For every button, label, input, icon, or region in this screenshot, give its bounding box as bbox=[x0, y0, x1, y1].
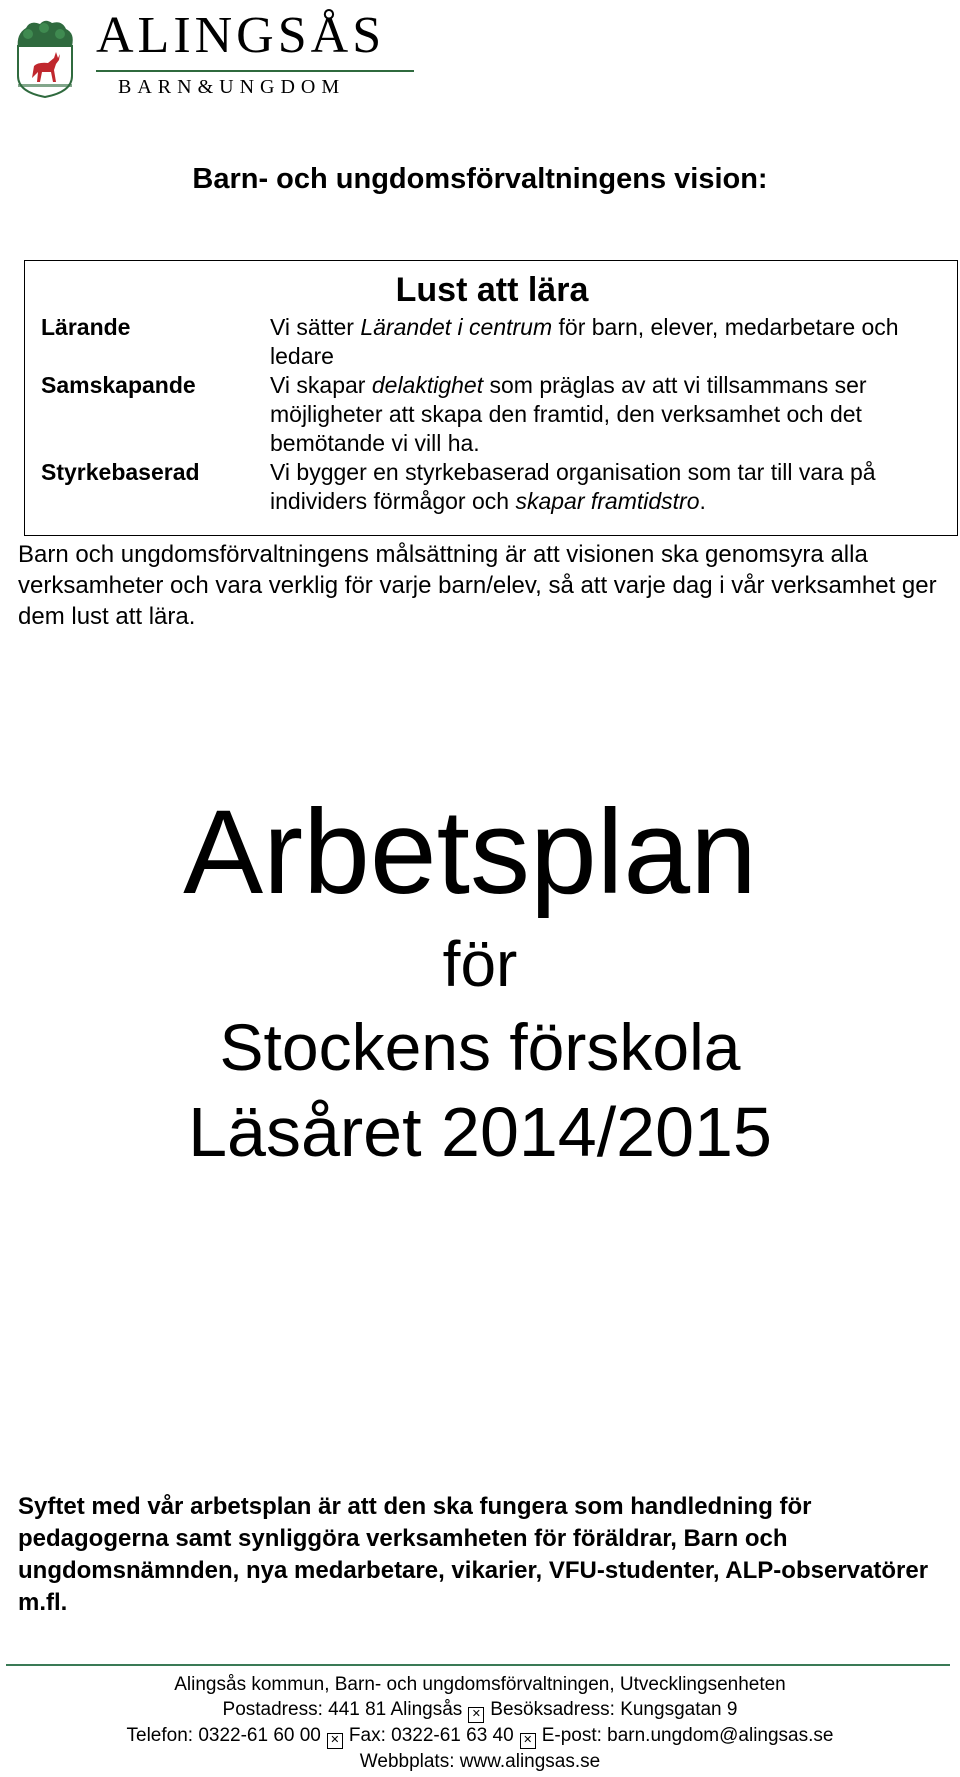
document-title: Arbetsplan bbox=[183, 785, 757, 919]
footer-fax: Fax: 0322-61 63 40 bbox=[348, 1725, 514, 1746]
vision-box-title: Lust att lära bbox=[395, 271, 589, 309]
footer-contact bbox=[0, 1723, 960, 1749]
footer-email[interactable]: E-post: barn.ungdom@alingsas.se bbox=[541, 1725, 834, 1746]
separator-icon: ✕ bbox=[468, 1707, 484, 1723]
footer-divider bbox=[6, 1664, 950, 1666]
logo-divider bbox=[96, 70, 414, 72]
goal-paragraph: Barn och ungdomsförvaltningens målsättning är att visionen ska genomsyra alla verksamheter och vara verklig för varje barn/elev, så att varje dag i vår verksamhet ger dem lust att lära. bbox=[18, 541, 937, 630]
vision-row-text: Vi skapar delaktighet som präglas av att vi tillsammans ser möjligheter att skapa den framtid, den verksamhet och det bemötande vi vill ha. bbox=[270, 372, 867, 456]
document-title-for: för bbox=[442, 928, 518, 1000]
purpose-paragraph: Syftet med vår arbetsplan är att den ska fungera som handledning för pedagogerna samt synliggöra verksamheten för föräldrar, Barn och ungdomsnämnden, nya medarbetare, vikarier, VFU-studenter, ALP-observatörer m.fl. bbox=[18, 1493, 929, 1616]
vision-row-label: Lärande bbox=[41, 314, 131, 340]
footer bbox=[0, 1672, 960, 1774]
footer-website[interactable]: Webbplats: www.alingsas.se bbox=[359, 1751, 601, 1772]
footer-visit-address: Besöksadress: Kungsgatan 9 bbox=[490, 1699, 738, 1720]
vision-box bbox=[24, 260, 958, 536]
vision-row-label: Styrkebaserad bbox=[41, 459, 200, 485]
alingsas-logo bbox=[14, 6, 414, 96]
vision-row-label: Samskapande bbox=[41, 372, 196, 398]
separator-icon: ✕ bbox=[327, 1733, 343, 1749]
footer-organization: Alingsås kommun, Barn- och ungdomsförvaltningen, Utvecklingsenheten bbox=[174, 1674, 786, 1695]
deer-and-oak-emblem-icon bbox=[14, 18, 76, 98]
school-year: Läsåret 2014/2015 bbox=[188, 1093, 772, 1171]
footer-addresses bbox=[0, 1697, 960, 1723]
footer-postal-address: Postadress: 441 81 Alingsås bbox=[222, 1699, 463, 1720]
preschool-name: Stockens förskola bbox=[219, 1010, 741, 1084]
vision-row-text: Vi bygger en styrkebaserad organisation som tar till vara på individers förmågor och skapar framtidstro. bbox=[270, 459, 876, 514]
logo-wordmark: ALINGSÅS bbox=[96, 7, 386, 64]
separator-icon: ✕ bbox=[520, 1733, 536, 1749]
logo-subtitle: BARN&UNGDOM bbox=[118, 76, 346, 98]
footer-phone: Telefon: 0322-61 60 00 bbox=[126, 1725, 321, 1746]
vision-heading: Barn- och ungdomsförvaltningens vision: bbox=[192, 163, 768, 195]
vision-row-text: Vi sätter Lärandet i centrum för barn, elever, medarbetare och ledare bbox=[270, 314, 899, 369]
